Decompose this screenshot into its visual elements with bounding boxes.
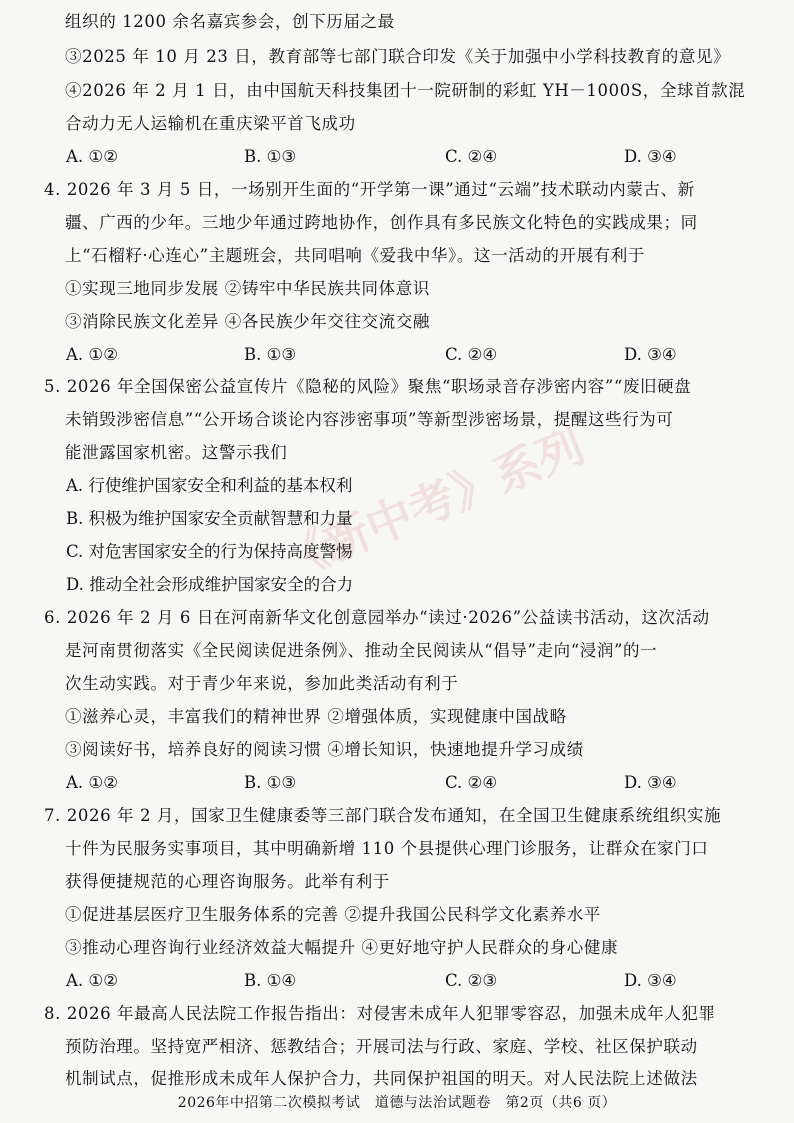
- page-footer: 2026年中招第二次模拟考试 道德与法治试题卷 第2页（共6 页）: [177, 1095, 617, 1111]
- question-number: 4.: [44, 180, 61, 199]
- question-number: 5.: [44, 377, 61, 396]
- question-text: 2026 年 2 月，国家卫生健康委等三部门联合发布通知，在全国卫生健康系统组织实施: [66, 806, 722, 825]
- option-a: A. ①②: [66, 773, 118, 792]
- question-text: 2026 年 2 月 6 日在河南新华文化创意园举办“读过·2026”公益读书活动，这次活动: [66, 608, 710, 627]
- text-line: ④2026 年 2 月 1 日，由中国航天科技集团十一院研制的彩虹 YH－1000S，全球首款混: [65, 81, 746, 100]
- question-text: 2026 年 3 月 5 日，一场别开生面的“开学第一课”通过“云端”技术联动内蒙古、新: [66, 180, 695, 199]
- text-line: ③消除民族文化差异 ④各民族少年交往交流交融: [65, 312, 430, 331]
- option-c: C. 对危害国家安全的行为保持高度警惕: [66, 542, 353, 561]
- question-number: 7.: [44, 806, 61, 825]
- option-c: C. ②④: [445, 147, 498, 166]
- text-line: 十件为民服务实事项目，其中明确新增 110 个县提供心理门诊服务，让群众在家门口: [65, 839, 709, 858]
- text-line: 组织的 1200 余名嘉宾参会，创下历届之最: [65, 12, 395, 31]
- option-a: A. ①②: [66, 345, 118, 364]
- option-a: A. 行使维护国家安全和利益的基本权利: [66, 476, 353, 495]
- option-c: C. ②④: [445, 345, 498, 364]
- question-number: 8.: [44, 1004, 61, 1023]
- option-d: D. 推动全社会形成维护国家安全的合力: [66, 575, 354, 594]
- option-a: A. ①②: [66, 971, 118, 990]
- question-text: 2026 年全国保密公益宣传片《隐秘的风险》聚焦“职场录音存涉密内容”“废旧硬盘: [66, 377, 692, 396]
- question-7-line: [44, 805, 721, 827]
- option-b: B. ①③: [244, 773, 297, 792]
- watermark: 《新中考》系列: [272, 418, 592, 590]
- text-line: 未销毁涉密信息”“公开场合谈论内容涉密事项”等新型涉密场景，提醒这些行为可: [65, 410, 674, 429]
- text-line: 次生动实践。对于青少年来说，参加此类活动有利于: [65, 674, 459, 693]
- option-d: D. ③④: [624, 147, 677, 166]
- question-8-line: [44, 1003, 716, 1025]
- question-text: 2026 年最高人民法院工作报告指出：对侵害未成年人犯罪零容忍，加强未成年人犯罪: [66, 1004, 716, 1023]
- option-b: B. ①④: [244, 971, 297, 990]
- text-line: ③2025 年 10 月 23 日，教育部等七部门联合印发《关于加强中小学科技教育的意见》: [65, 47, 731, 66]
- text-line: ①促进基层医疗卫生服务体系的完善 ②提升我国公民科学文化素养水平: [65, 905, 601, 924]
- text-line: 预防治理。坚持宽严相济、惩教结合；开展司法与行政、家庭、学校、社区保护联动: [65, 1037, 698, 1056]
- question-number: 6.: [44, 608, 61, 627]
- text-line: ③推动心理咨询行业经济效益大幅提升 ④更好地守护人民群众的身心健康: [65, 938, 619, 957]
- text-line: ①实现三地同步发展 ②铸牢中华民族共同体意识: [65, 279, 430, 298]
- question-5-line: [44, 376, 691, 398]
- option-b: B. ①③: [244, 147, 297, 166]
- option-d: D. ③④: [624, 971, 677, 990]
- text-line: ③阅读好书，培养良好的阅读习惯 ④增长知识，快速地提升学习成绩: [65, 740, 584, 759]
- option-c: C. ②④: [445, 773, 498, 792]
- text-line: 获得便捷规范的心理咨询服务。此举有利于: [65, 872, 390, 891]
- text-line: 上“石榴籽·心连心”主题班会，共同唱响《爱我中华》。这一活动的开展有利于: [65, 246, 645, 265]
- option-c: C. ②③: [445, 971, 498, 990]
- option-a: A. ①②: [66, 147, 118, 166]
- option-b: B. 积极为维护国家安全贡献智慧和力量: [66, 509, 353, 528]
- question-4-line: [44, 179, 695, 201]
- option-b: B. ①③: [244, 345, 297, 364]
- option-d: D. ③④: [624, 345, 677, 364]
- question-6-line: [44, 607, 710, 629]
- text-line: 合动力无人运输机在重庆梁平首飞成功: [65, 114, 356, 133]
- text-line: 能泄露国家机密。这警示我们: [65, 443, 288, 462]
- text-line: 机制试点，促推形成未成年人保护合力，共同保护祖国的明天。对人民法院上述做法: [65, 1069, 698, 1088]
- option-d: D. ③④: [624, 773, 677, 792]
- text-line: 疆、广西的少年。三地少年通过跨地协作，创作具有多民族文化特色的实践成果；同: [65, 213, 698, 232]
- text-line: 是河南贯彻落实《全民阅读促进条例》、推动全民阅读从“倡导”走向“浸润”的一: [65, 641, 658, 660]
- text-line: ①滋养心灵，丰富我们的精神世界 ②增强体质，实现健康中国战略: [65, 707, 567, 726]
